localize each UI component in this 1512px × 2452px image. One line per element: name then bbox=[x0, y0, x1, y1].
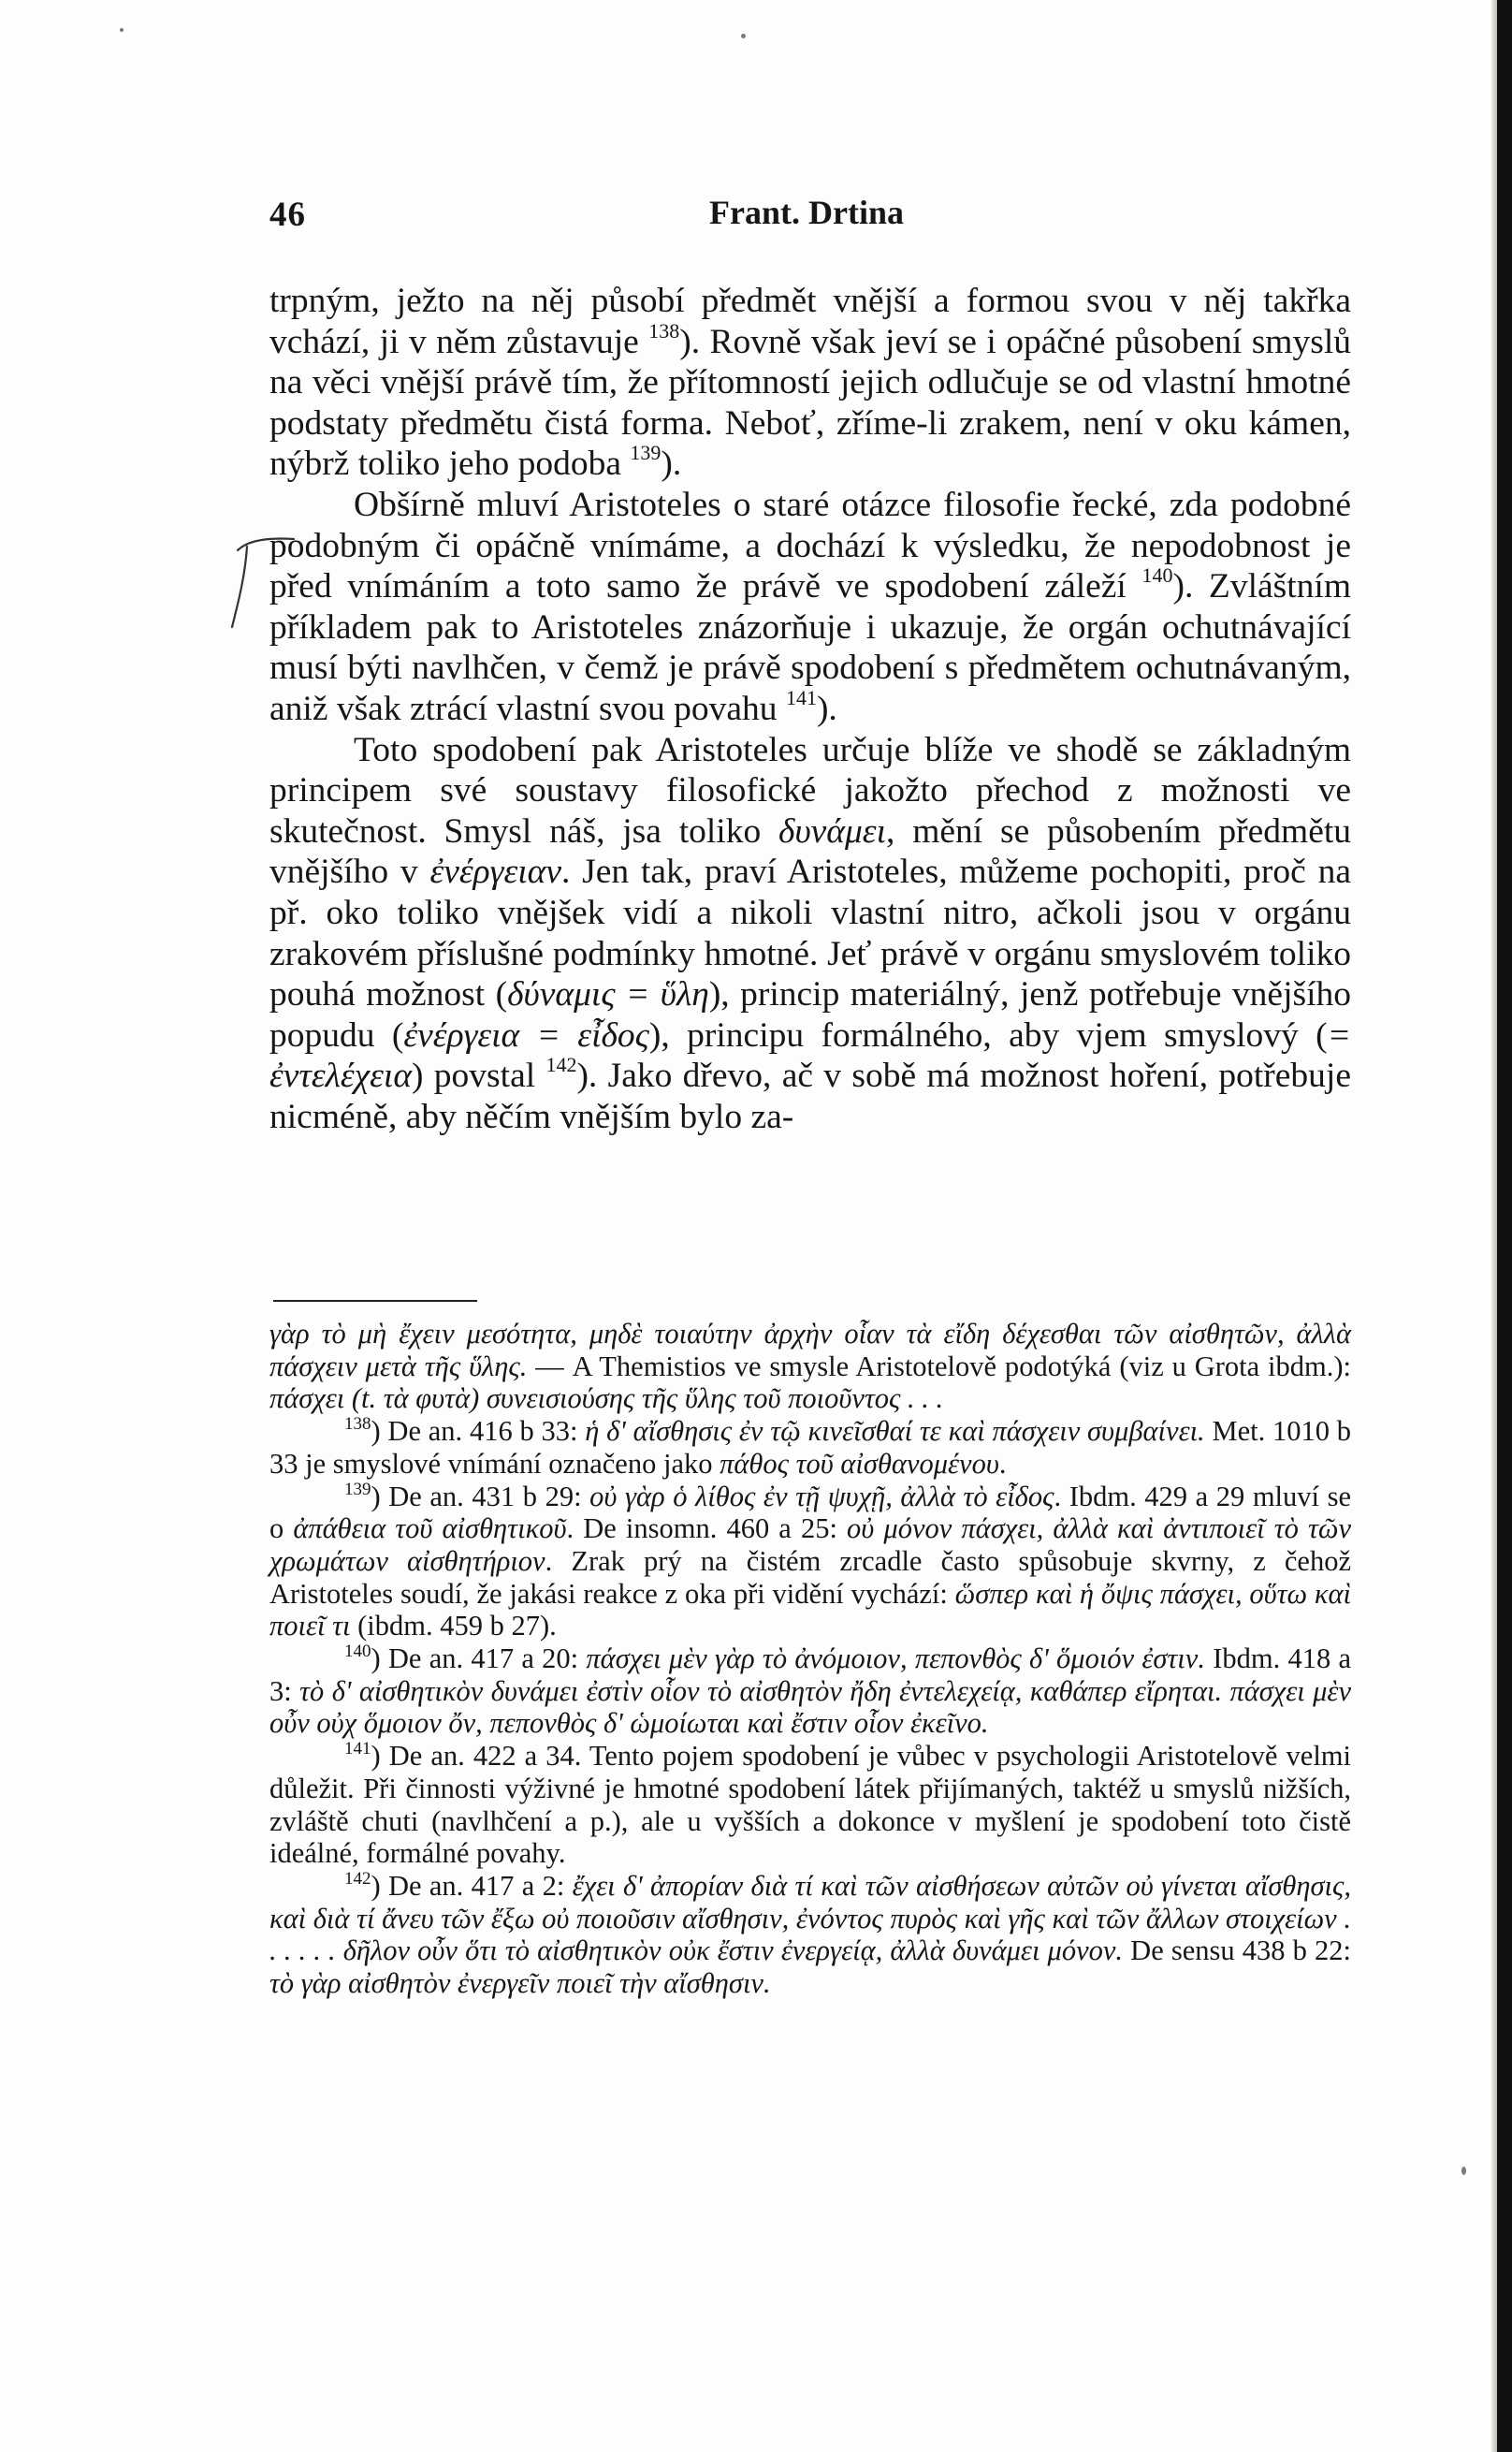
greek-term: ἐνέργεια = εἶδος bbox=[403, 1015, 649, 1055]
footnote-number: 141 bbox=[344, 1739, 371, 1759]
text-run: ) De an. 417 a 2: bbox=[371, 1869, 573, 1902]
footnote-ref-138[interactable]: 138 bbox=[648, 318, 680, 343]
footnotes bbox=[269, 1318, 1351, 2000]
footnote-ref-139[interactable]: 139 bbox=[630, 441, 662, 465]
text-run: (ibdm. 459 b 27). bbox=[350, 1610, 557, 1642]
text-run: ) De an. 416 b 33: bbox=[371, 1415, 586, 1448]
text-run: . Zrak prý na čistém zrcadle často spůsobuje skvrny, z čehož Aristoteles soudí, že jakási reakce z oka při vidění vychází: bbox=[269, 1544, 1351, 1610]
footnote-139 bbox=[269, 1481, 1351, 1643]
page-header bbox=[269, 187, 1355, 243]
main-text bbox=[269, 281, 1351, 1137]
text-run: ), principu formálného, aby vjem smyslový ( bbox=[648, 1015, 1328, 1055]
text-run: . De insomn. 460 a 25: bbox=[566, 1512, 848, 1545]
footnote-ref-142[interactable]: 142 bbox=[545, 1053, 577, 1077]
greek-term: ἐνέργειαν bbox=[429, 853, 561, 892]
scan-speck bbox=[1461, 2167, 1466, 2175]
greek-quote: ὥσπερ καὶ ἡ ὄψις πάσχει, οὕτω καὶ ποιεῖ τι bbox=[269, 1577, 1351, 1642]
paragraph-1 bbox=[269, 281, 1351, 485]
text-run: ) De an. 422 a 34. Tento pojem spodobení je vůbec v psychologii Aristotelově velmi důležit. Při činnosti výživné je hmotné spodobení látek přijímaných, taktéž u smyslů nižších, zvláště chuti (navlhčení a p.), ale u vyšších a dokonce v myšlení je spodobení toto čistě ideálné, formálné povahy. bbox=[269, 1740, 1351, 1870]
text-run: ). Zvláštním příkladem pak to Aristoteles znázorňuje i ukazuje, že orgán ochutnávající musí býti navlhčen, v čemž je právě spodobení s předmětem ochutnávaným, aniž však ztrácí vlastní svou povahu bbox=[269, 567, 1351, 728]
footnote-ref-141[interactable]: 141 bbox=[785, 685, 817, 709]
greek-term: δυνάμει bbox=[778, 811, 887, 851]
scan-speck bbox=[120, 28, 124, 32]
footnote-number: 142 bbox=[344, 1868, 371, 1889]
footnote-number: 138 bbox=[344, 1414, 371, 1435]
text-run: trpným, ježto na něj působí předmět vnější a formou svou v něj takřka vchází, ji v něm zůstavuje bbox=[269, 282, 1351, 361]
greek-quote: τὸ γὰρ αἰσθητὸν ἐνεργεῖν ποιεῖ τὴν αἴσθησιν. bbox=[269, 1967, 771, 2000]
text-run: Toto spodobení pak Aristoteles určuje blíže ve shodě se základným principem své soustavy filosofické jakožto přechod z možnosti ve skutečnost. Smysl náš, jsa toliko bbox=[269, 730, 1351, 851]
footnote-number: 140 bbox=[344, 1642, 371, 1662]
greek-term: δύναμις = ὕλη bbox=[507, 975, 709, 1014]
text-run: De sensu 438 b 22: bbox=[1123, 1934, 1351, 1967]
text-run: . Ibdm. 429 a 29 mluví se o bbox=[269, 1480, 1351, 1545]
text-run: ). bbox=[816, 689, 837, 728]
text-run: . bbox=[998, 1447, 1007, 1480]
paragraph-3 bbox=[269, 730, 1351, 1138]
text-run: ). bbox=[661, 445, 682, 484]
text-run: ) De an. 431 b 29: bbox=[371, 1480, 590, 1512]
page-number: 46 bbox=[269, 196, 306, 234]
greek-quote: ἡ δ' αἴσθησις ἐν τῷ κινεῖσθαί τε καὶ πάσχειν συμβαίνει. bbox=[585, 1415, 1205, 1448]
text-run: ) povstal bbox=[412, 1057, 546, 1096]
footnote-divider bbox=[273, 1300, 477, 1302]
footnote-142 bbox=[269, 1870, 1351, 2000]
greek-quote: πάθος τοῦ αἰσθανομένου bbox=[720, 1447, 999, 1480]
greek-quote: οὐ μόνον πάσχει, ἀλλὰ καὶ ἀντιποιεῖ τὸ τῶν χρωμάτων αἰσθητήριον bbox=[269, 1512, 1351, 1577]
text-run: ). Jako dřevo, ač v sobě má možnost hoření, potřebuje nicméně, aby něčím vnějším bylo za- bbox=[269, 1057, 1351, 1136]
greek-quote: γὰρ τὸ μὴ ἔχειν μεσότητα, μηδὲ τοιαύτην ἀρχὴν οἷαν τὰ εἴδη δέχεσθαι τῶν αἰσθητῶν, ἀλλὰ πάσχειν μετὰ τῆς ὕλης. bbox=[269, 1318, 1351, 1382]
footnote-number: 139 bbox=[344, 1479, 371, 1499]
paragraph-2 bbox=[269, 485, 1351, 730]
greek-quote: ἔχει δ' ἀπορίαν διὰ τί καὶ τῶν αἰσθήσεων αὐτῶν οὐ γίνεται αἴσθησις, καὶ διὰ τί ἄνευ τῶν ἔξω οὐ ποιοῦσιν αἴσθησιν, ἐνόντος πυρὸς καὶ γῆς καὶ τῶν ἄλλων στοιχείων . . . . . . δῆλον οὖν ὅτι τὸ αἰσθητικὸν οὐκ ἔστιν ἐνεργείᾳ, ἀλλὰ δυνάμει μόνον. bbox=[269, 1869, 1351, 1967]
greek-quote: οὐ γὰρ ὁ λίθος ἐν τῇ ψυχῇ, ἀλλὰ τὸ εἶδος bbox=[589, 1480, 1054, 1512]
text-run: . Jen tak, praví Aristoteles, můžeme pochopiti, proč na př. oko toliko vnějšek vidí a nikoli vlastní nitro, ačkoli jsou v orgánu zrakovém příslušné podmínky hmotné. Jeť právě v orgánu smyslovém toliko pouhá možnost ( bbox=[269, 853, 1352, 1014]
text-run: Ibdm. 418 a 3: bbox=[269, 1642, 1351, 1707]
footnote-138 bbox=[269, 1415, 1351, 1480]
scan-edge-dark bbox=[1497, 0, 1512, 2452]
running-head: Frant. Drtina bbox=[709, 194, 904, 231]
greek-term: = ἐντελέχεια bbox=[269, 1015, 1351, 1096]
text-run: ). Rovně však jeví se i opáčné působení smyslů na věci vnější právě tím, že přítomností jejich odlučuje se od vlastní hmotné podstaty předmětu čistá forma. Neboť, zříme-li zrakem, není v oku kámen, nýbrž toliko jeho podoba bbox=[269, 322, 1351, 484]
text-run: , mění se působením předmětu vnějšího v bbox=[269, 811, 1352, 892]
footnote-ref-140[interactable]: 140 bbox=[1141, 563, 1173, 588]
greek-quote: τὸ δ' αἰσθητικὸν δυνάμει ἐστὶν οἷον τὸ αἰσθητὸν ἤδη ἐντελεχείᾳ, καθάπερ εἴρηται. πάσχει μὲν οὖν οὐχ ὅμοιον ὄν, πεπονθὸς δ' ὡμοίωται καὶ ἔστιν οἷον ἐκεῖνο. bbox=[269, 1674, 1351, 1740]
text-run: ), princip materiálný, jenž potřebuje vnějšího popudu ( bbox=[269, 975, 1352, 1055]
greek-quote: ἀπάθεια τοῦ αἰσθητικοῦ bbox=[293, 1512, 567, 1545]
greek-quote: πάσχει (t. τὰ φυτὰ) συνεισιούσης τῆς ὕλης τοῦ ποιοῦντος . . . bbox=[269, 1382, 944, 1415]
footnote-141 bbox=[269, 1740, 1351, 1870]
text-run: Obšírně mluví Aristoteles o staré otázce filosofie řecké, zda podobné podobným či opáčně vnímáme, a dochází k výsledku, že nepodobnost je před vnímáním a toto samo že právě ve spodobení záleží bbox=[269, 485, 1351, 606]
scan-speck bbox=[741, 34, 746, 38]
text-run: ) De an. 417 a 20: bbox=[371, 1642, 587, 1675]
greek-quote: πάσχει μὲν γὰρ τὸ ἀνόμοιον, πεπονθὸς δ' ὅμοιόν ἐστιν. bbox=[586, 1642, 1205, 1675]
footnote-continuation bbox=[269, 1318, 1351, 1415]
text-run: — A Themistios ve smysle Aristotelově podotýká (viz u Grota ibdm.): bbox=[527, 1350, 1351, 1382]
footnote-140 bbox=[269, 1642, 1351, 1740]
text-run: Met. 1010 b 33 je smyslové vnímání označeno jako bbox=[269, 1415, 1352, 1480]
